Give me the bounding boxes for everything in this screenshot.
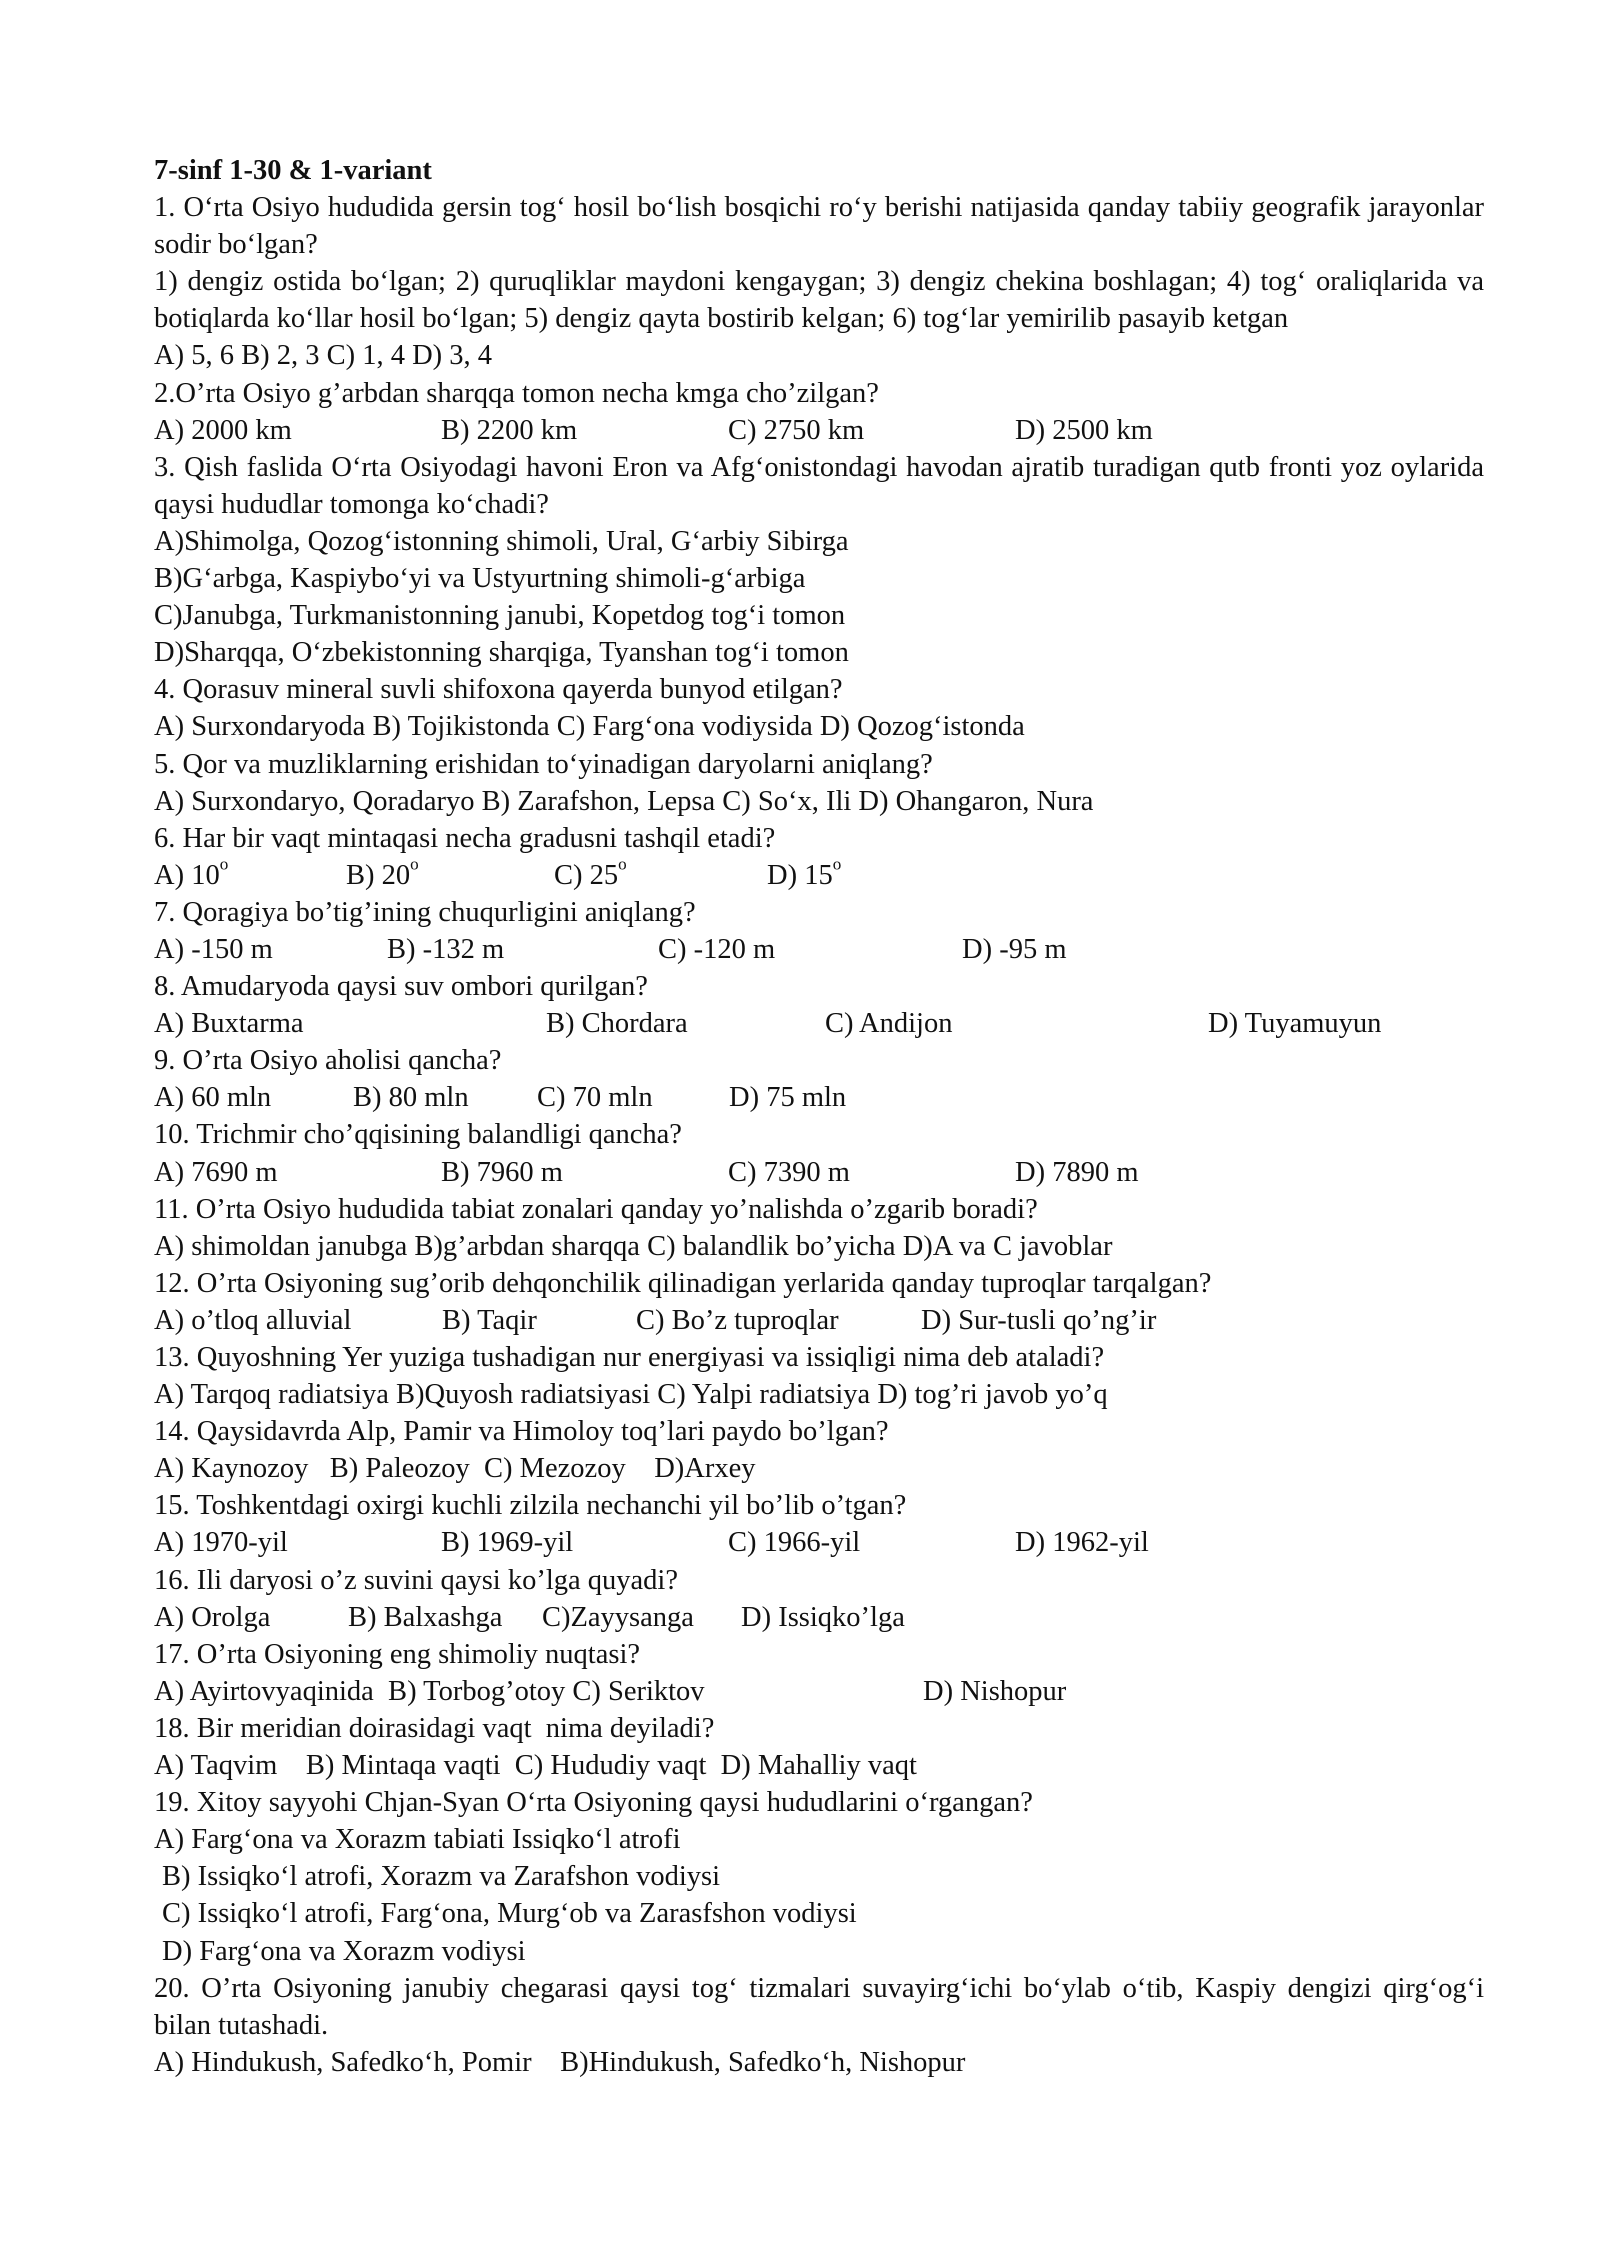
option-b: B) 7960 m (441, 1156, 563, 1188)
question-7: 7. Qoragiya bo’tig’ining chuqurligini aniqlang? (154, 896, 696, 928)
question-10-options (154, 1154, 1484, 1191)
option-c: C) 2750 km (728, 414, 865, 446)
question-14-options: A) Kaynozoy B) Paleozoy C) Mezozoy D)Arxey (154, 1453, 756, 1485)
question-5-options: A) Surxondaryo, Qoradaryo B) Zarafshon, Lepsa C) So‘x, Ili D) Ohangaron, Nura (154, 785, 1094, 817)
question-15: 15. Toshkentdagi oxirgi kuchli zilzila nechanchi yil bo’lib o’tgan? (154, 1490, 907, 1522)
option-a: A) Orolga (154, 1601, 271, 1633)
option-b: B) -132 m (387, 933, 505, 965)
question-11: 11. O’rta Osiyo hududida tabiat zonalari qanday yo’nalishda o’zgarib boradi? (154, 1193, 1038, 1225)
question-5: 5. Qor va muzliklarning erishidan to‘yinadigan daryolarni aniqlang? (154, 748, 933, 780)
option-c: C) 25$^o$ (554, 854, 627, 891)
option-c: C) Bo’z tuproqlar (636, 1304, 839, 1336)
option-c: C)Zayysanga (542, 1601, 694, 1633)
question-14: 14. Qaysidavrda Alp, Pamir va Himoloy toq’lari paydo bo’lgan? (154, 1416, 889, 1448)
question-19-option-a: A) Farg‘ona va Xorazm tabiati Issiqko‘l atrofi (154, 1824, 681, 1856)
option-a: A) 60 mln (154, 1082, 272, 1114)
option-b: B) Balxashga (348, 1601, 503, 1633)
option-c: C) 7390 m (728, 1156, 850, 1188)
option-d: D) Sur-tusli qo’ng’ir (921, 1304, 1157, 1336)
option-a: A) 10$^o$ (154, 854, 229, 891)
option-b: B) 1969-yil (441, 1527, 574, 1559)
option-d: D) 7890 m (1015, 1156, 1139, 1188)
option-a: A) 2000 km (154, 414, 292, 446)
question-9-options (154, 1079, 1484, 1116)
option-d: D) 1962-yil (1015, 1527, 1149, 1559)
question-16: 16. Ili daryosi o’z suvini qaysi ko’lga quyadi? (154, 1564, 678, 1596)
option-d: D) -95 m (962, 933, 1067, 965)
question-6: 6. Har bir vaqt mintaqasi necha gradusni tashqil etadi? (154, 822, 776, 854)
question-8: 8. Amudaryoda qaysi suv ombori qurilgan? (154, 971, 648, 1003)
question-3-option-d: D)Sharqqa, O‘zbekistonning sharqiga, Tyanshan tog‘i tomon (154, 637, 849, 669)
test-document (154, 152, 1484, 2081)
question-1: 1. O‘rta Osiyo hududida gersin tog‘ hosil bo‘lish bosqichi ro‘y berishi natijasida qanday tabiiy geografik jarayonlar sodir bo‘lgan? (154, 192, 1484, 261)
option-a: A) Buxtarma (154, 1008, 304, 1040)
question-20: 20. O’rta Osiyoning janubiy chegarasi qaysi tog‘ tizmalari suvayirg‘ichi bo‘ylab o‘tib, Kaspiy dengizi qirg‘og‘i bilan tutashadi. (154, 1972, 1484, 2041)
question-15-options (154, 1524, 1484, 1561)
option-d: D) 75 mln (729, 1082, 847, 1114)
question-3: 3. Qish faslida O‘rta Osiyodagi havoni Eron va Afg‘onistondagi havodan ajratib turadigan qutb fronti yoz oylarida qaysi hududlar tomonga ko‘chadi? (154, 451, 1484, 520)
question-3-option-a: A)Shimolga, Qozog‘istonning shimoli, Ural, G‘arbiy Sibirga (154, 525, 849, 557)
option-c: C) Andijon (825, 1008, 953, 1040)
question-7-options (154, 931, 1484, 968)
option-d: D) Nishopur (923, 1675, 1067, 1707)
options-a-b-c: A) Ayirtovyaqinida B) Torbog’otoy C) Seriktov (154, 1675, 705, 1707)
option-d: D) Tuyamuyun (1208, 1008, 1382, 1040)
question-19-option-c: C) Issiqko‘l atrofi, Farg‘ona, Murg‘ob va Zarasfshon vodiysi (162, 1898, 857, 1930)
question-13-options: A) Tarqoq radiatsiya B)Quyosh radiatsiyasi C) Yalpi radiatsiya D) tog’ri javob yo’q (154, 1379, 1108, 1411)
option-c: C) 1966-yil (728, 1527, 861, 1559)
question-9: 9. O’rta Osiyo aholisi qancha? (154, 1045, 502, 1077)
option-d: D) 2500 km (1015, 414, 1153, 446)
question-11-options: A) shimoldan janubga B)g’arbdan sharqqa C) balandlik bo’yicha D)A va C javoblar (154, 1230, 1113, 1262)
document-title: 7-sinf 1-30 & 1-variant (154, 155, 432, 186)
option-b: B) 80 mln (353, 1082, 469, 1114)
option-d: D) Issiqko’lga (741, 1601, 905, 1633)
question-6-options (154, 854, 1484, 894)
option-b: B) 2200 km (441, 414, 578, 446)
option-c: C) -120 m (658, 933, 776, 965)
question-18: 18. Bir meridian doirasidagi vaqt nima deyiladi? (154, 1712, 715, 1744)
option-b: B) Taqir (442, 1304, 537, 1336)
option-a: A) 7690 m (154, 1156, 278, 1188)
option-a: A) 1970-yil (154, 1527, 288, 1559)
option-c: C) 70 mln (537, 1082, 653, 1114)
question-1-statements: 1) dengiz ostida bo‘lgan; 2) quruqliklar maydoni kengaygan; 3) dengiz chekina boshlagan; 4) tog‘ oraliqlarida va botiqlarda ko‘llar hosil bo‘lgan; 5) dengiz qayta bostirib kelgan; 6) tog‘lar yemirilib pasayib ketgan (154, 266, 1484, 335)
question-3-option-c: C)Janubga, Turkmanistonning janubi, Kopetdog tog‘i tomon (154, 600, 846, 632)
question-19-option-b: B) Issiqko‘l atrofi, Xorazm va Zarafshon vodiysi (162, 1861, 720, 1893)
question-10: 10. Trichmir cho’qqisining balandligi qancha? (154, 1119, 682, 1151)
question-16-options (154, 1599, 1484, 1636)
question-4-options: A) Surxondaryoda B) Tojikistonda C) Farg‘ona vodiysida D) Qozog‘istonda (154, 711, 1025, 743)
option-d: D) 15$^o$ (767, 854, 842, 891)
option-a: A) -150 m (154, 933, 273, 965)
question-17: 17. O’rta Osiyoning eng shimoliy nuqtasi? (154, 1638, 641, 1670)
option-b: B) 20$^o$ (346, 854, 419, 891)
question-4: 4. Qorasuv mineral suvli shifoxona qayerda bunyod etilgan? (154, 674, 843, 706)
option-b: B) Chordara (546, 1008, 688, 1040)
question-13: 13. Quyoshning Yer yuziga tushadigan nur energiyasi va issiqligi nima deb ataladi? (154, 1342, 1105, 1373)
question-2-options (154, 412, 1484, 449)
question-19-option-d: D) Farg‘ona va Xorazm vodiysi (162, 1935, 526, 1967)
question-1-options: A) 5, 6 B) 2, 3 C) 1, 4 D) 3, 4 (154, 340, 493, 372)
question-3-option-b: B)G‘arbga, Kaspiybo‘yi va Ustyurtning shimoli-g‘arbiga (154, 563, 806, 595)
question-12-options (154, 1302, 1484, 1339)
question-20-options: A) Hindukush, Safedko‘h, Pomir B)Hindukush, Safedko‘h, Nishopur (154, 2046, 966, 2078)
question-2: 2.O’rta Osiyo g’arbdan sharqqa tomon necha kmga cho’zilgan? (154, 377, 879, 409)
question-17-options (154, 1673, 1484, 1710)
question-12: 12. O’rta Osiyoning sug’orib dehqonchilik qilinadigan yerlarida qanday tuproqlar tarqalgan? (154, 1267, 1212, 1299)
option-a: A) o’tloq alluvial (154, 1304, 352, 1336)
question-8-options (154, 1005, 1484, 1042)
question-18-options: A) Taqvim B) Mintaqa vaqti C) Hududiy vaqt D) Mahalliy vaqt (154, 1750, 917, 1782)
question-19: 19. Xitoy sayyohi Chjan-Syan O‘rta Osiyoning qaysi hududlarini o‘rgangan? (154, 1787, 1033, 1819)
